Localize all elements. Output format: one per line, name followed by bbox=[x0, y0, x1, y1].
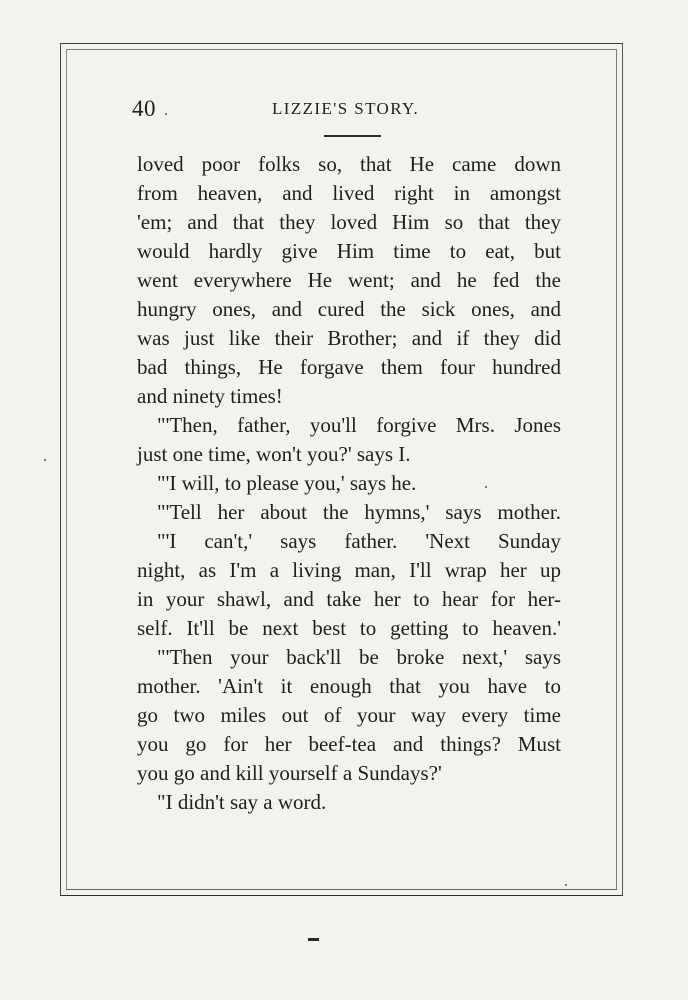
text-line: self. It'll be next best to getting to heaven.' bbox=[137, 616, 561, 640]
ink-speck bbox=[565, 884, 567, 886]
text-line: night, as I'm a living man, I'll wrap her up bbox=[137, 558, 561, 582]
text-line: and ninety times! bbox=[137, 384, 283, 408]
page-border-inner-bottom bbox=[66, 889, 617, 890]
text-line: you go and kill yourself a Sundays?' bbox=[137, 761, 442, 785]
text-line: was just like their Brother; and if they did bbox=[137, 326, 561, 350]
ink-speck bbox=[44, 459, 46, 461]
text-line: "'Then your back'll be broke next,' says bbox=[157, 645, 561, 669]
text-line: 'em; and that they loved Him so that they bbox=[137, 210, 561, 234]
body-text bbox=[137, 150, 561, 817]
page-border-inner-right bbox=[616, 49, 617, 889]
text-line: "'Tell her about the hymns,' says mother. bbox=[157, 500, 561, 524]
text-line: hungry ones, and cured the sick ones, and bbox=[137, 297, 561, 321]
page-number: 40 bbox=[132, 96, 156, 121]
text-line: bad things, He forgave them four hundred bbox=[137, 355, 561, 379]
ink-speck bbox=[485, 486, 487, 488]
text-line: "'I can't,' says father. 'Next Sunday bbox=[157, 529, 561, 553]
running-head: LIZZIE'S STORY. bbox=[272, 99, 420, 118]
bottom-mark bbox=[308, 938, 319, 941]
text-line: went everywhere He went; and he fed the bbox=[137, 268, 561, 292]
text-line: you go for her beef-tea and things? Must bbox=[137, 732, 561, 756]
text-line: just one time, won't you?' says I. bbox=[137, 442, 411, 466]
text-line: "'I will, to please you,' says he. bbox=[157, 471, 417, 495]
text-line: "I didn't say a word. bbox=[157, 790, 327, 814]
text-line: loved poor folks so, that He came down bbox=[137, 152, 561, 176]
text-line: mother. 'Ain't it enough that you have to bbox=[137, 674, 561, 698]
header-rule bbox=[324, 135, 381, 137]
text-line: "'Then, father, you'll forgive Mrs. Jones bbox=[157, 413, 561, 437]
page-border-inner-top bbox=[66, 49, 617, 50]
text-line: in your shawl, and take her to hear for her- bbox=[137, 587, 561, 611]
page-border-inner-left bbox=[66, 49, 67, 889]
text-line: go two miles out of your way every time bbox=[137, 703, 561, 727]
ink-speck bbox=[165, 113, 167, 115]
text-line: would hardly give Him time to eat, but bbox=[137, 239, 561, 263]
text-line: from heaven, and lived right in amongst bbox=[137, 181, 561, 205]
